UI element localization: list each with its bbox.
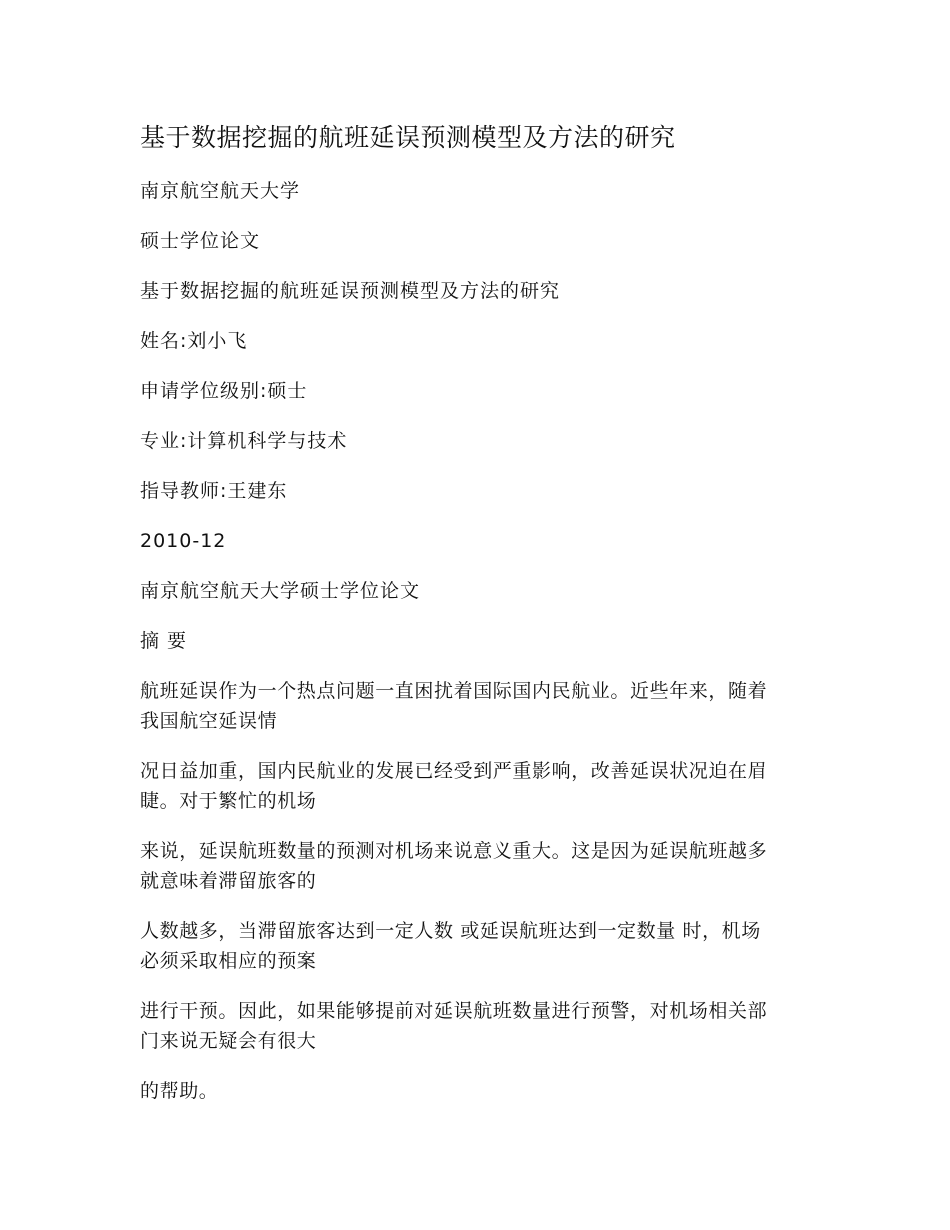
abstract-body xyxy=(140,676,810,1106)
abstract-paragraph xyxy=(140,916,810,976)
abstract-paragraph xyxy=(140,756,810,816)
paragraph-line: 人数越多，当滞留旅客达到一定人数 或延误航班达到一定数量 时，机场 xyxy=(140,920,761,942)
paragraph-line: 门来说无疑会有很大 xyxy=(140,1030,317,1052)
paragraph-line: 就意味着滞留旅客的 xyxy=(140,870,317,892)
abstract-paragraph xyxy=(140,1076,810,1106)
abstract-heading: 摘 要 xyxy=(140,630,188,652)
paragraph-line: 的帮助。 xyxy=(140,1080,219,1102)
document-title: 基于数据挖掘的航班延误预测模型及方法的研究 xyxy=(140,123,676,152)
abstract-paragraph xyxy=(140,836,810,896)
paragraph-line: 进行干预。因此，如果能够提前对延误航班数量进行预警，对机场相关部 xyxy=(140,1000,768,1022)
advisor: 指导教师:王建东 xyxy=(140,480,288,502)
paragraph-line: 况日益加重，国内民航业的发展已经受到严重影响，改善延误状况迫在眉 xyxy=(140,760,768,782)
date: 2010-12 xyxy=(140,530,227,552)
major: 专业:计算机科学与技术 xyxy=(140,430,348,452)
thesis-title: 基于数据挖掘的航班延误预测模型及方法的研究 xyxy=(140,280,561,302)
paragraph-line: 必须采取相应的预案 xyxy=(140,950,317,972)
paragraph-line: 我国航空延误情 xyxy=(140,710,278,732)
paragraph-line: 来说，延误航班数量的预测对机场来说意义重大。这是因为延误航班越多 xyxy=(140,840,768,862)
university-name: 南京航空航天大学 xyxy=(140,180,301,202)
author-name: 姓名:刘小飞 xyxy=(140,330,248,352)
abstract-paragraph xyxy=(140,996,810,1056)
paragraph-line: 睫。对于繁忙的机场 xyxy=(140,790,317,812)
degree-level: 申请学位级别:硕士 xyxy=(140,380,308,402)
abstract-paragraph xyxy=(140,676,810,736)
degree-type: 硕士学位论文 xyxy=(140,230,261,252)
paragraph-line: 航班延误作为一个热点问题一直困扰着国际国内民航业。近些年来，随着 xyxy=(140,680,768,702)
running-header: 南京航空航天大学硕士学位论文 xyxy=(140,580,421,602)
